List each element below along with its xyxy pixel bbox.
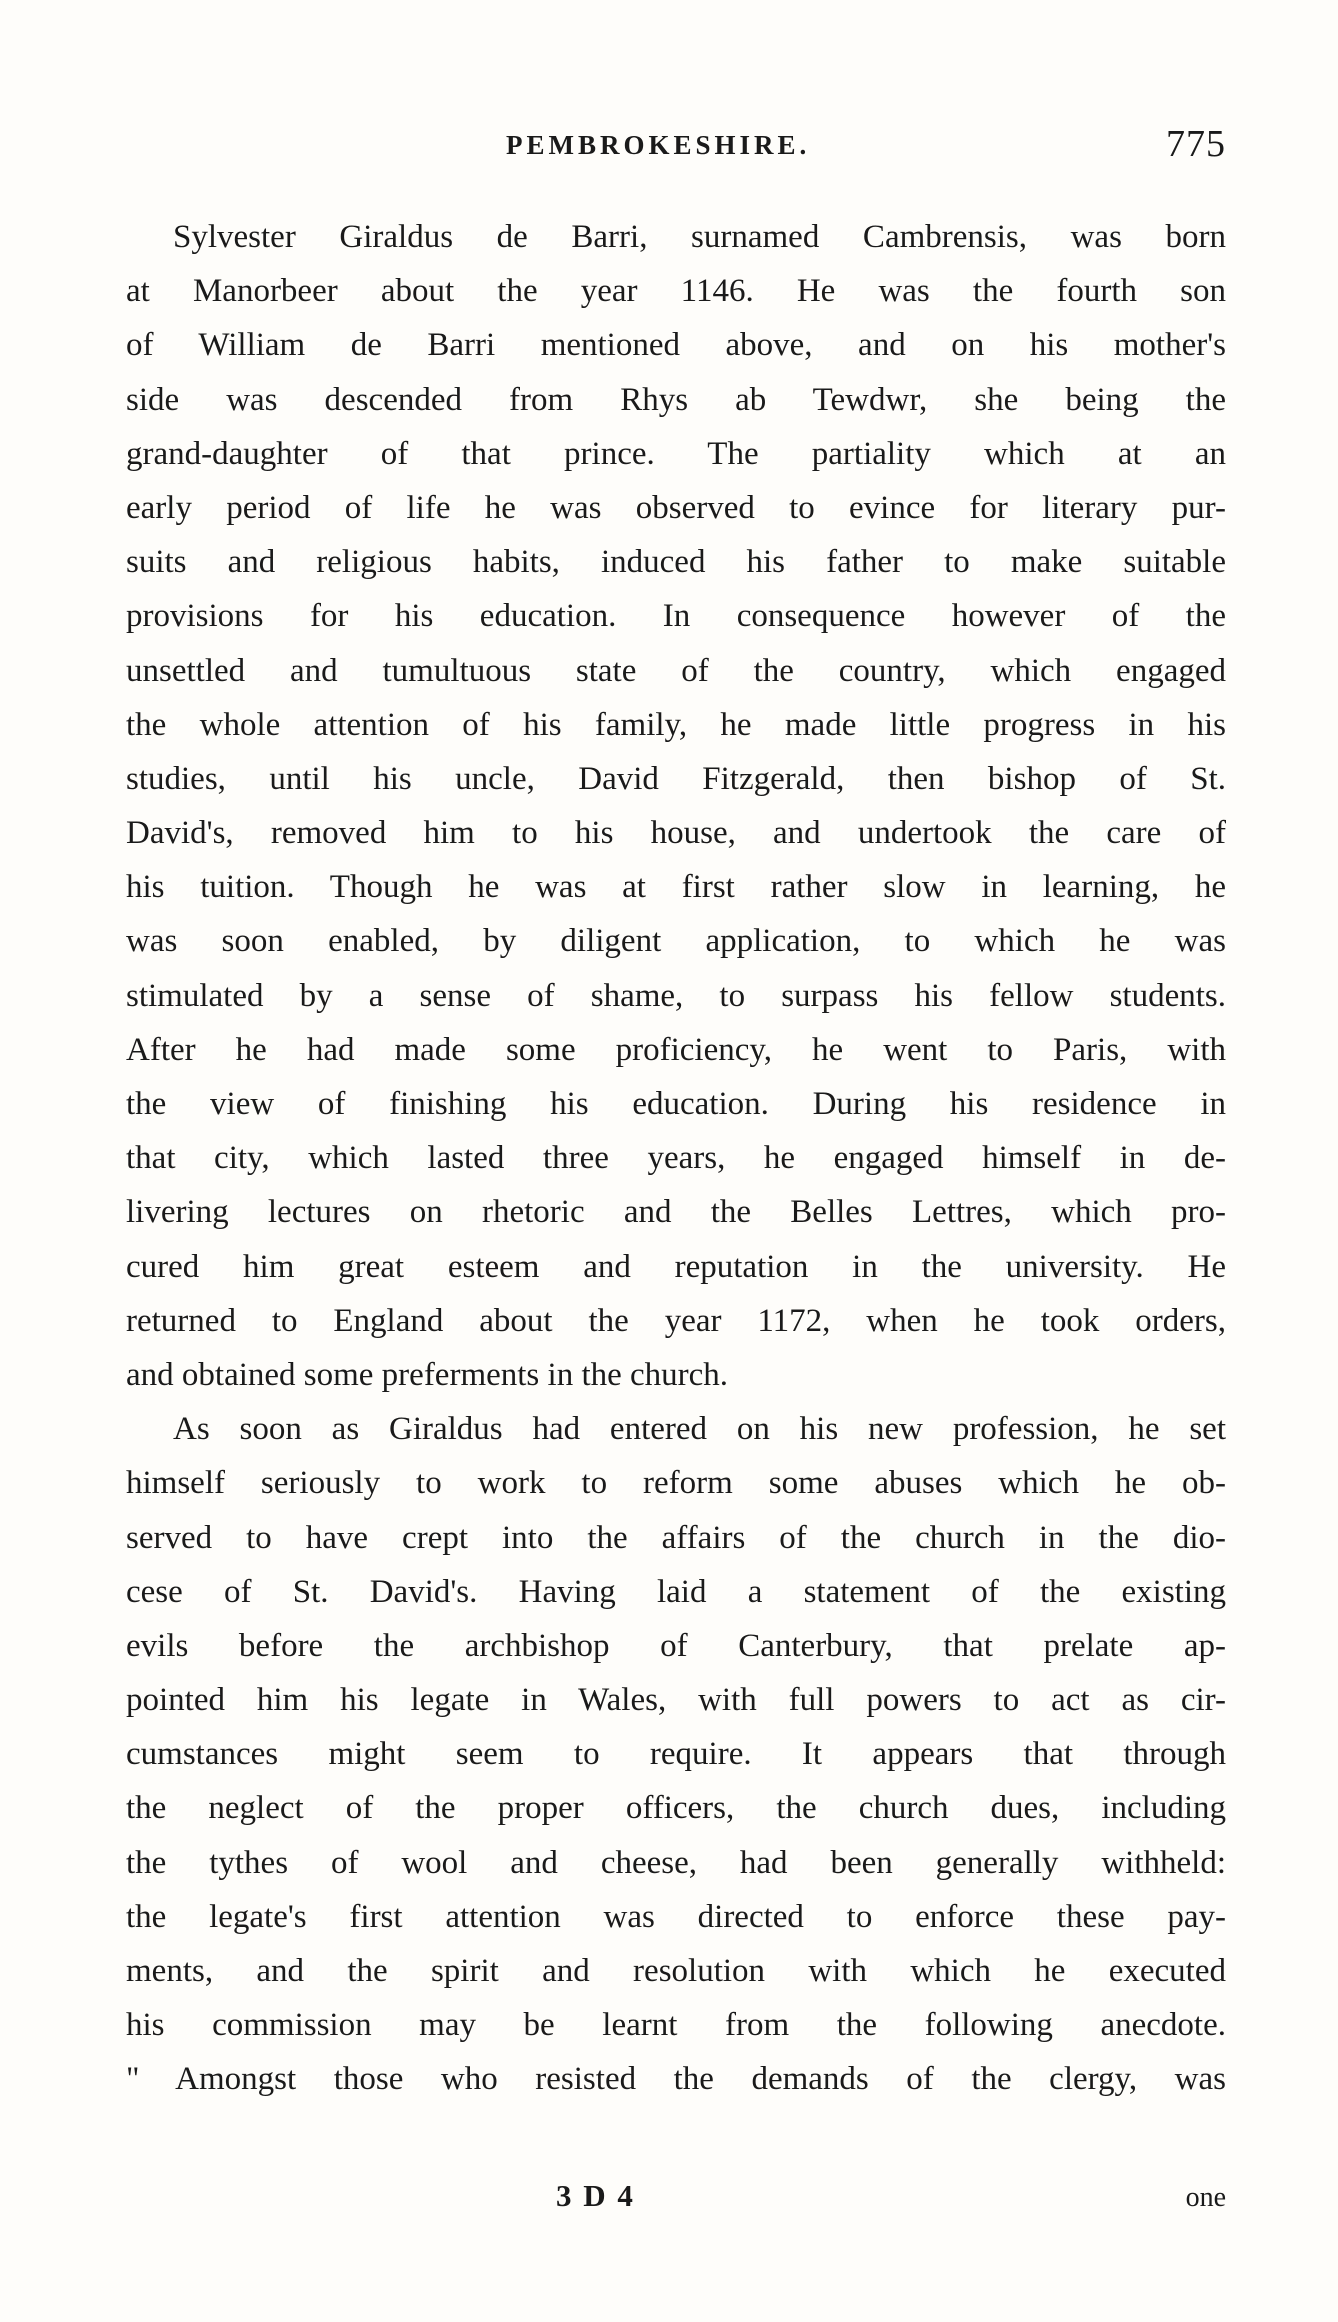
text-line: pointed him his legate in Wales, with full powers to act as cir-	[126, 1682, 1226, 1719]
text-line: stimulated by a sense of shame, to surpass his fellow students.	[126, 977, 1226, 1014]
text-line: his tuition. Though he was at first rather slow in learning, he	[126, 869, 1226, 906]
text-line: livering lectures on rhetoric and the Belles Lettres, which pro-	[126, 1194, 1226, 1231]
text-line: at Manorbeer about the year 1146. He was the fourth son	[126, 273, 1226, 310]
body-text	[126, 210, 1226, 2107]
text-line: suits and religious habits, induced his father to make suitable	[126, 544, 1226, 581]
text-line: that city, which lasted three years, he engaged himself in de-	[126, 1140, 1226, 1177]
text-line: ments, and the spirit and resolution with which he executed	[126, 1953, 1226, 1989]
text-line: side was descended from Rhys ab Tewdwr, she being the	[126, 381, 1226, 418]
text-line: the whole attention of his family, he made little progress in his	[126, 706, 1226, 743]
text-line: As soon as Giraldus had entered on his new profession, he set	[173, 1411, 1226, 1448]
text-line: served to have crept into the affairs of the church in the dio-	[126, 1519, 1226, 1556]
text-line: studies, until his uncle, David Fitzgerald, then bishop of St.	[126, 760, 1226, 797]
text-line: the legate's first attention was directed to enforce these pay-	[126, 1898, 1226, 1935]
text-line: the tythes of wool and cheese, had been generally withheld:	[126, 1844, 1226, 1881]
running-head: PEMBROKESHIRE.	[506, 130, 811, 160]
text-line: himself seriously to work to reform some abuses which he ob-	[126, 1465, 1226, 1502]
text-line: evils before the archbishop of Canterbury, that prelate ap-	[126, 1627, 1226, 1664]
text-line: early period of life he was observed to evince for literary pur-	[126, 489, 1226, 526]
page-header	[126, 123, 1226, 170]
text-line: " Amongst those who resisted the demands of the clergy, was	[126, 2061, 1226, 2098]
text-line: unsettled and tumultuous state of the country, which engaged	[126, 652, 1226, 689]
text-line: cese of St. David's. Having laid a statement of the existing	[126, 1573, 1226, 1610]
catchword: one	[1185, 2182, 1226, 2213]
text-line: was soon enabled, by diligent application, to which he was	[126, 923, 1226, 960]
text-line: After he had made some proficiency, he went to Paris, with	[126, 1031, 1226, 1068]
text-line: his commission may be learnt from the following anecdote.	[126, 2007, 1226, 2044]
text-line: provisions for his education. In consequence however of the	[126, 598, 1226, 635]
text-line: cured him great esteem and reputation in the university. He	[126, 1248, 1226, 1285]
text-line: and obtained some preferments in the church.	[126, 1356, 729, 1393]
page-footer	[126, 2178, 1226, 2228]
page-number: 775	[1166, 123, 1226, 165]
text-line: David's, removed him to his house, and undertook the care of	[126, 815, 1226, 852]
text-line: the neglect of the proper officers, the church dues, including	[126, 1790, 1226, 1827]
text-line: Sylvester Giraldus de Barri, surnamed Cambrensis, was born	[173, 219, 1226, 255]
text-line: returned to England about the year 1172, when he took orders,	[126, 1302, 1226, 1339]
text-line: grand-daughter of that prince. The partiality which at an	[126, 435, 1226, 472]
text-line: of William de Barri mentioned above, and on his mother's	[126, 327, 1226, 364]
signature-mark: 3 D 4	[556, 2178, 635, 2213]
text-line: cumstances might seem to require. It appears that through	[126, 1736, 1226, 1773]
text-line: the view of finishing his education. During his residence in	[126, 1086, 1226, 1122]
